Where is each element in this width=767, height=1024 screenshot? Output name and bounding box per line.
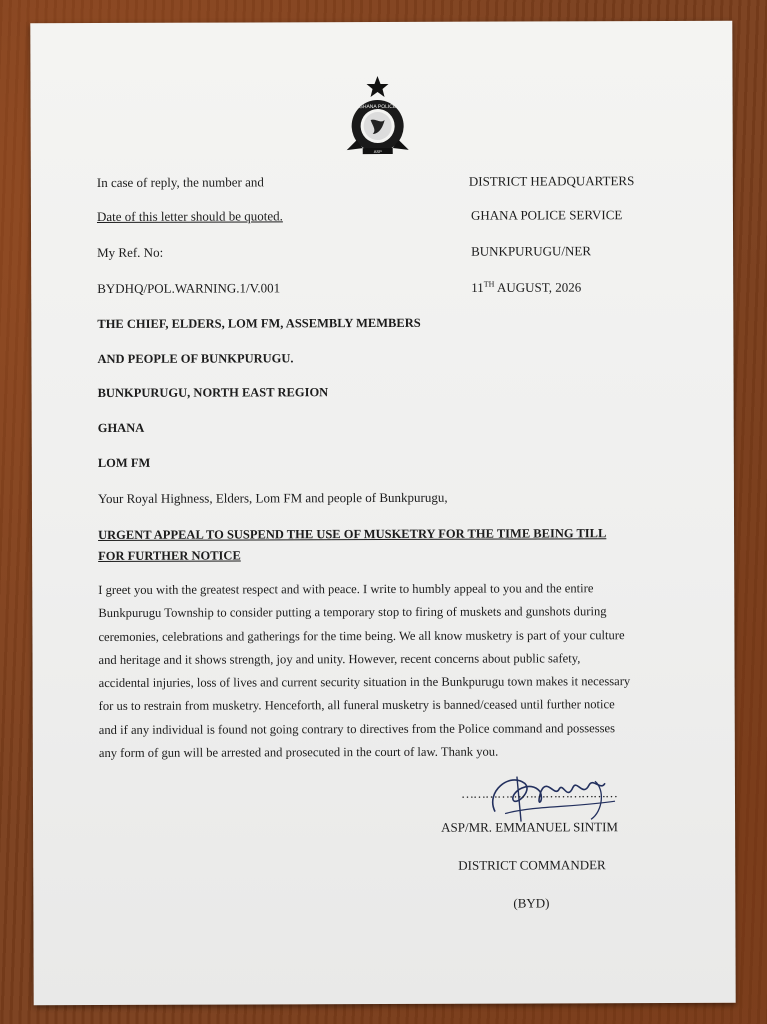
body-line-6: for us to restrain from musketry. Henceforth, all funeral musketry is banned/ceased until further notice <box>98 697 615 714</box>
date-suffix: TH <box>483 279 495 289</box>
addressee-line-1: THE CHIEF, ELDERS, LOM FM, ASSEMBLY MEMBERS <box>97 315 421 331</box>
ghana-police-crest-icon <box>342 74 412 162</box>
crest-bottom-text: ASP <box>373 149 382 155</box>
body-line-3: ceremonies, celebrations and gatherings for the time being. We all know musketry is part of your culture <box>98 627 625 644</box>
ref-label: My Ref. No: <box>97 244 164 260</box>
reply-instruction-line2: Date of this letter should be quoted. <box>96 208 283 224</box>
letter-page <box>30 21 735 1005</box>
crest-ring-text: GHANA POLICE <box>358 103 397 111</box>
subject-line-2: FOR FURTHER NOTICE <box>98 548 241 563</box>
signature-line: ………………………………… <box>460 785 618 801</box>
reply-instruction-line1: In case of reply, the number and <box>96 174 264 190</box>
signatory-name: ASP/MR. EMMANUEL SINTIM <box>441 819 618 835</box>
salutation: Your Royal Highness, Elders, Lom FM and people of Bunkpurugu, <box>97 489 448 506</box>
ref-number: BYDHQ/POL.WARNING.1/V.001 <box>97 280 281 296</box>
body-line-5: accidental injuries, loss of lives and current security situation in the Bunkpurugu town makes it necessary <box>98 674 631 691</box>
district-headquarters: DISTRICT HEADQUARTERS <box>468 173 635 189</box>
addressee-line-2: AND PEOPLE OF BUNKPURUGU. <box>97 351 294 366</box>
body-line-4: and heritage and it shows strength, joy and unity. However, recent concerns about public safety, <box>98 651 581 667</box>
letter-date <box>471 279 581 296</box>
body-line-2: Bunkpurugu Township to consider putting a temporary stop to firing of muskets and gunshots during <box>98 604 607 621</box>
addressee-line-3: BUNKPURUGU, NORTH EAST REGION <box>97 385 329 400</box>
body-line-7: and if any individual is found not going contrary to directives from the Police command and possesses <box>98 720 616 737</box>
addressee-line-4: GHANA <box>97 420 145 435</box>
letter-body <box>98 577 659 765</box>
signatory-unit: (BYD) <box>513 895 550 911</box>
signatory-title: DISTRICT COMMANDER <box>458 857 606 873</box>
subject-heading <box>98 523 606 567</box>
ghana-police-service: GHANA POLICE SERVICE <box>470 207 623 223</box>
body-line-8: any form of gun will be arrested and prosecuted in the court of law. Thank you. <box>98 744 499 761</box>
addressee-line-5: LOM FM <box>97 455 151 470</box>
date-rest: AUGUST, 2026 <box>494 279 582 295</box>
subject-line-1: URGENT APPEAL TO SUSPEND THE USE OF MUSKETRY FOR THE TIME BEING TILL <box>98 526 607 542</box>
body-line-1: I greet you with the greatest respect and with peace. I write to humbly appeal to you and the entire <box>98 581 594 597</box>
location-code: BUNKPURUGU/NER <box>471 243 592 259</box>
date-day: 11 <box>471 279 484 296</box>
